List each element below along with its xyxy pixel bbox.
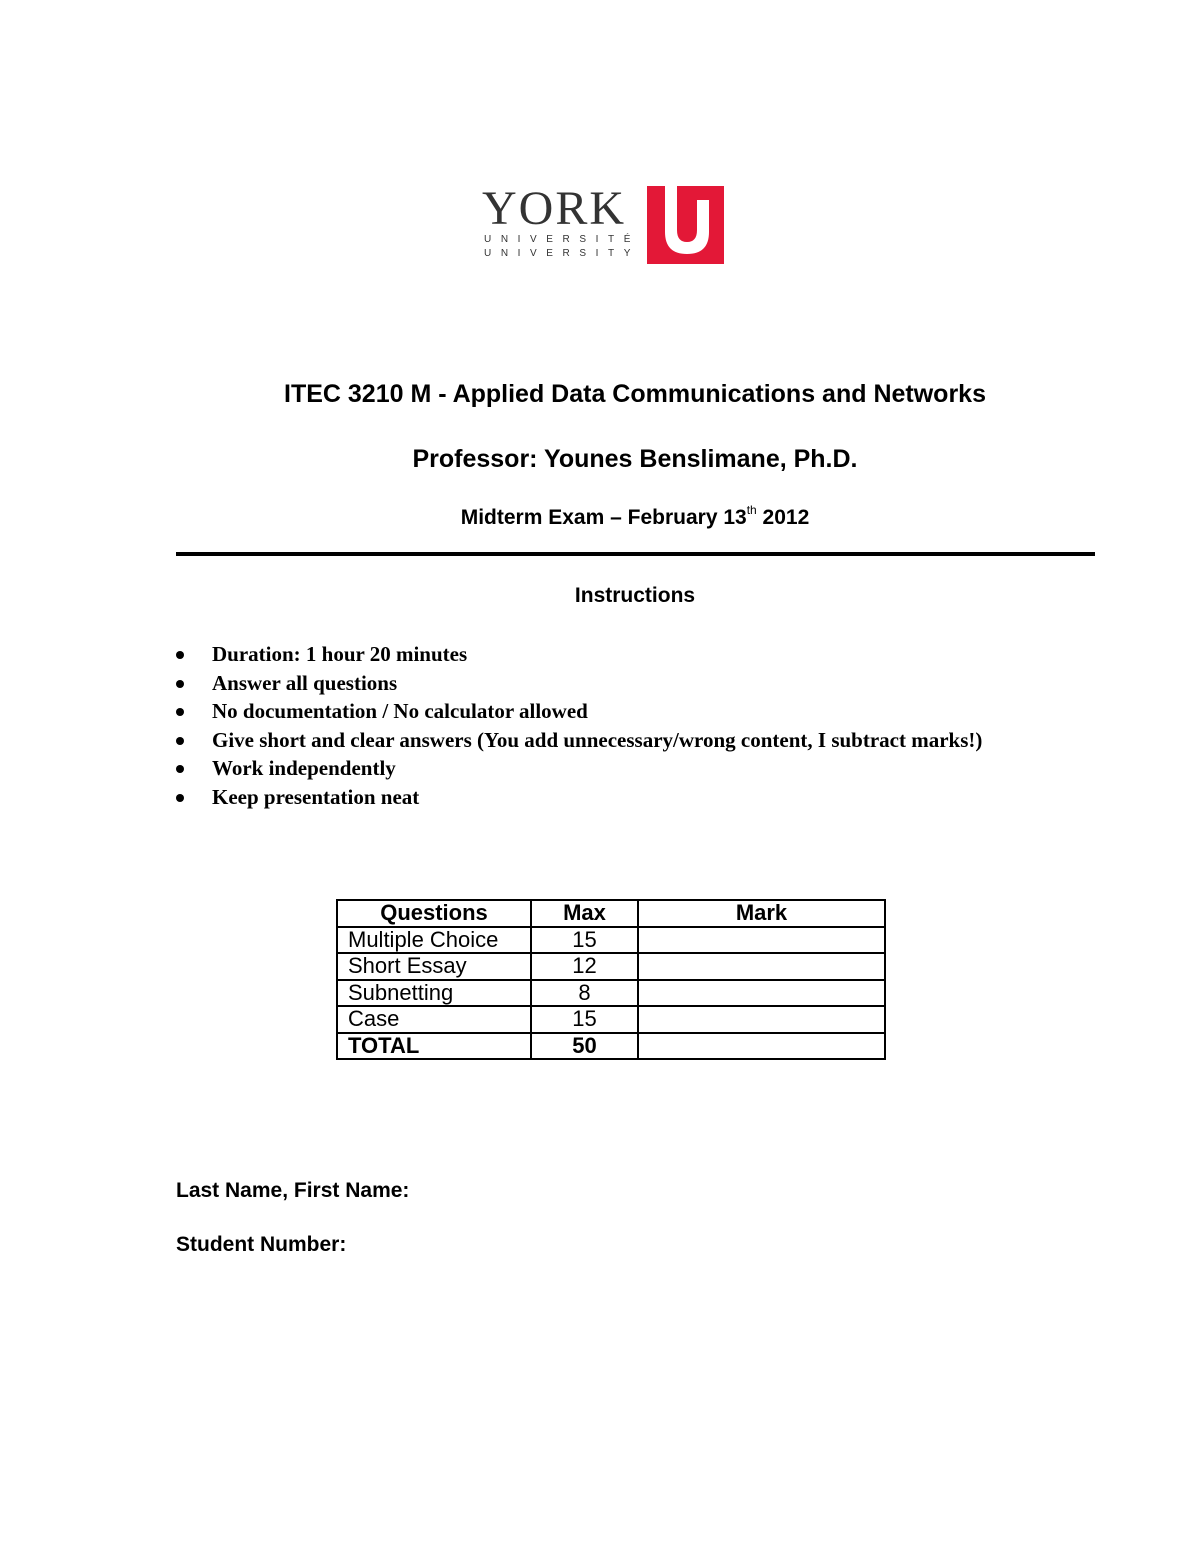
question-cell: Subnetting <box>337 980 531 1007</box>
student-number-label: Student Number: <box>176 1233 347 1256</box>
bullet-icon <box>176 708 184 716</box>
total-mark-cell <box>638 1033 885 1060</box>
max-cell: 12 <box>531 953 638 980</box>
exam-date-line <box>0 503 1200 530</box>
course-title: ITEC 3210 M - Applied Data Communications and Networks <box>284 380 986 408</box>
instruction-text: Work independently <box>212 756 396 781</box>
name-field-label: Last Name, First Name: <box>176 1179 410 1202</box>
table-row <box>337 1006 885 1033</box>
instruction-text: Duration: 1 hour 20 minutes <box>212 642 468 666</box>
mark-cell <box>638 980 885 1007</box>
york-u-mark-icon <box>647 186 724 264</box>
divider-rule <box>176 552 1095 556</box>
marks-table <box>336 899 886 1060</box>
exam-date-prefix: Midterm Exam – February 13 <box>460 506 747 529</box>
bullet-icon <box>176 765 184 773</box>
instruction-text: No documentation / No calculator allowed <box>212 699 588 724</box>
question-cell: Short Essay <box>337 953 531 980</box>
question-cell: Multiple Choice <box>337 927 531 954</box>
max-cell: 15 <box>531 1006 638 1033</box>
instruction-text: Answer all questions <box>212 670 398 695</box>
table-row <box>337 953 885 980</box>
bullet-icon <box>176 794 184 802</box>
header-mark: Mark <box>638 900 885 927</box>
header-questions: Questions <box>337 900 531 927</box>
mark-cell <box>638 1006 885 1033</box>
table-total-row <box>337 1033 885 1060</box>
bullet-icon <box>176 737 184 745</box>
logo-wordmark: YORK <box>482 182 627 235</box>
header-max: Max <box>531 900 638 927</box>
total-max-cell: 50 <box>531 1033 638 1060</box>
instruction-text: Keep presentation neat <box>212 784 420 809</box>
max-cell: 15 <box>531 927 638 954</box>
logo-line-french: UNIVERSITÉ <box>484 234 641 245</box>
bullet-icon <box>176 680 184 688</box>
table-row <box>337 927 885 954</box>
logo-line-english: UNIVERSITY <box>484 248 641 259</box>
table-row <box>337 980 885 1007</box>
max-cell: 8 <box>531 980 638 1007</box>
mark-cell <box>638 953 885 980</box>
instructions-heading: Instructions <box>574 584 696 607</box>
mark-cell <box>638 927 885 954</box>
exam-date-ordinal: th <box>746 503 757 517</box>
professor-line: Professor: Younes Benslimane, Ph.D. <box>412 445 858 473</box>
table-header-row <box>337 900 885 927</box>
exam-date-year: 2012 <box>756 506 810 529</box>
york-university-logo <box>478 183 728 265</box>
bullet-icon <box>176 651 184 659</box>
instruction-text: Give short and clear answers (You add unnecessary/wrong content, I subtract marks!) <box>212 727 983 752</box>
total-label-cell: TOTAL <box>337 1033 531 1060</box>
question-cell: Case <box>337 1006 531 1033</box>
